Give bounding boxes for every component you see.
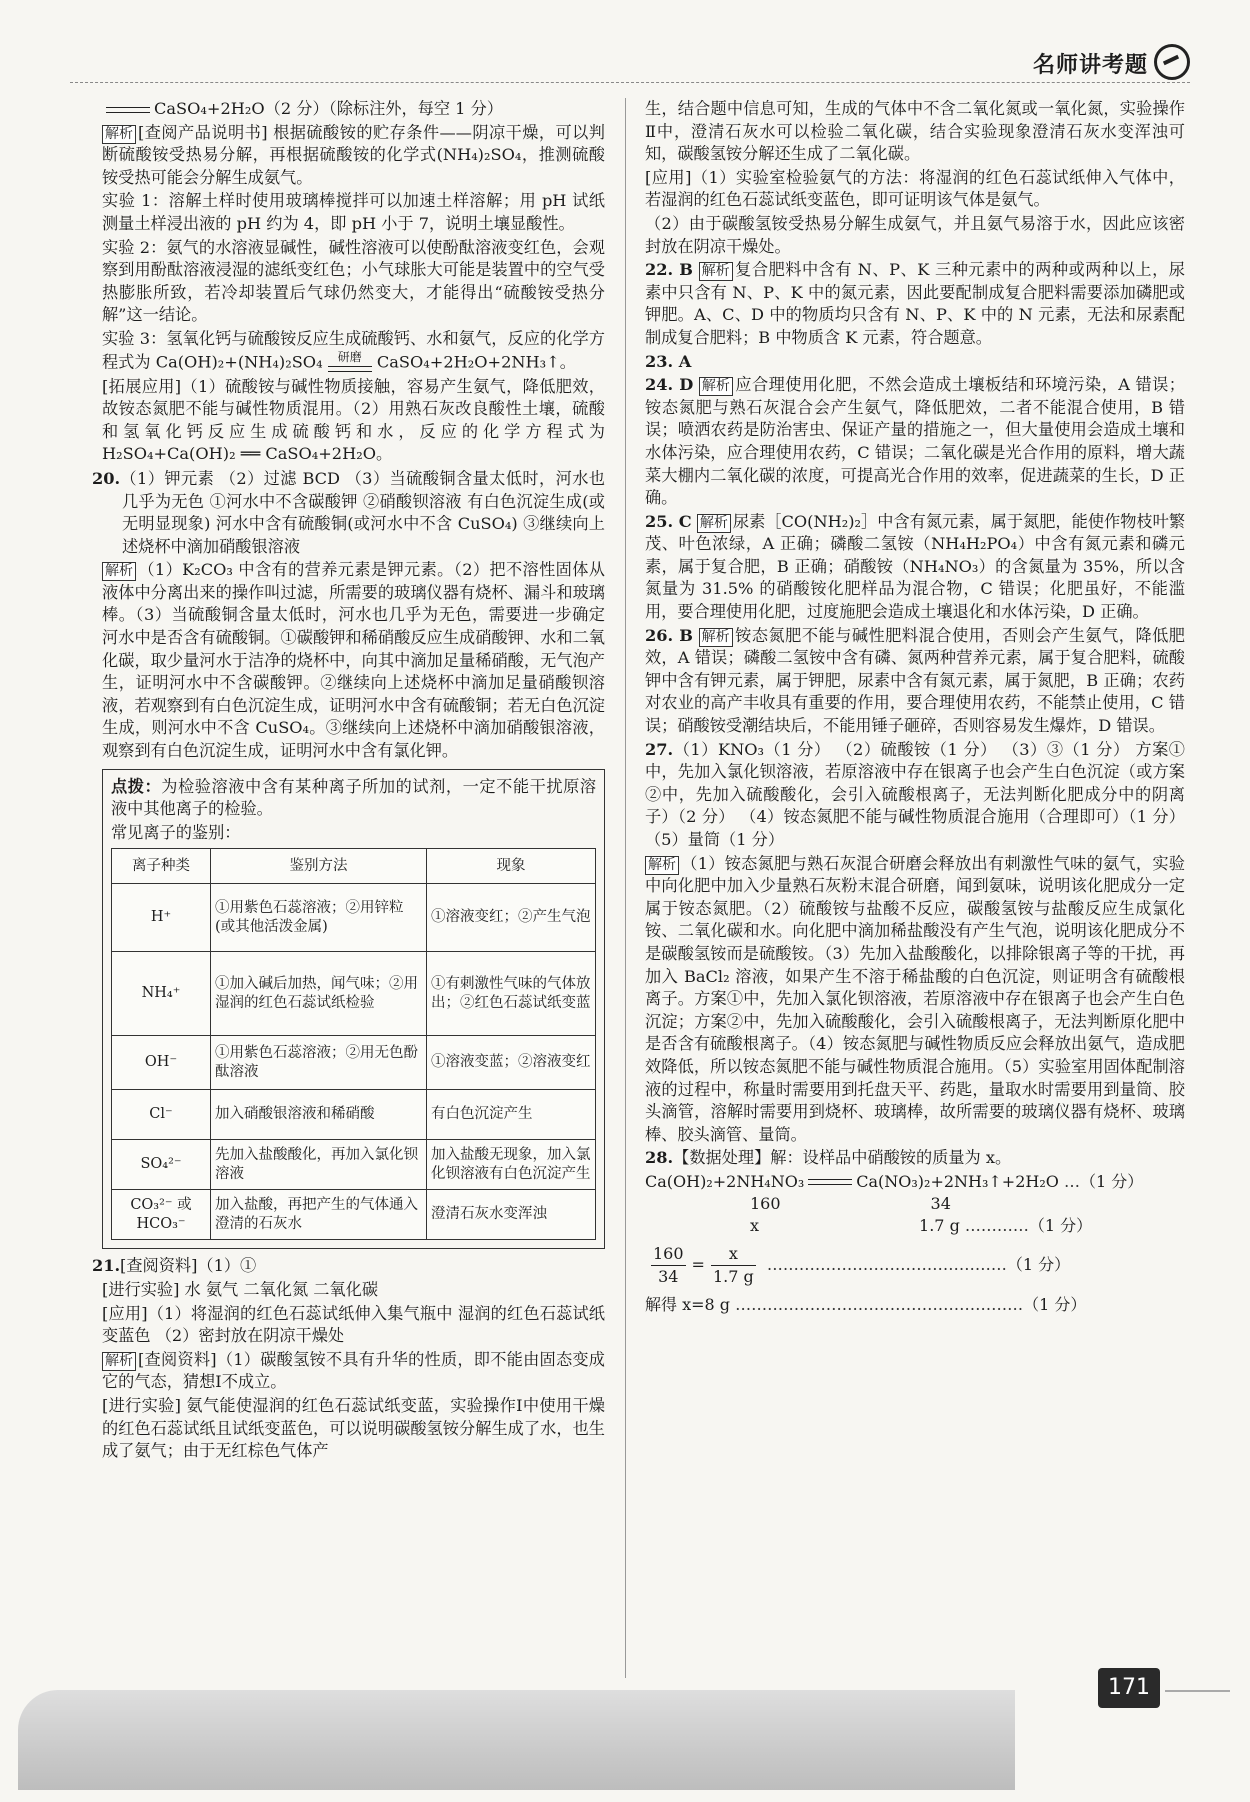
analysis-tag: 解析 [699, 262, 733, 281]
table-header: 现象 [427, 849, 596, 884]
analysis-tag: 解析 [102, 125, 136, 144]
footer-rule [1165, 1690, 1230, 1692]
method-cell: ①用紫色石蕊溶液；②用锌粒(或其他活泼金属) [211, 884, 427, 952]
q22-number: 22. B [645, 260, 693, 280]
q26: 26. B 解析 铵态氮肥不能与碱性肥料混合使用，否则会产生氨气，降低肥效，A 错误；磷酸二氢铵中含有磷、氮两种营养元素，属于复合肥料，硫酸钾中含有钾元素，属于钾肥，尿素中含有氮元素，属于氮肥，B 正确；农药对农业的高产丰收具有重要的作用，要合理使用农药，不能禁止使用，C 错误；硝酸铵受潮结块后，不能用锤子砸碎，否则容易发生爆炸，D 错误。 [645, 625, 1185, 736]
left-column [92, 98, 605, 1464]
q28-molar-mass-row: 160 34 [750, 1193, 951, 1213]
explain-exp3: 实验 3：氢氧化钙与硫酸铵反应生成硫酸钙、水和氨气，反应的化学方程式为 Ca(OH)₂+(NH₄)₂SO₄ 研磨 CaSO₄+2H₂O+2NH₃↑。 [102, 328, 605, 375]
equal-sign [808, 1179, 852, 1185]
q21-apply-2: （2）由于碳酸氢铵受热易分解生成氨气，并且氨气易溶于水，因此应该密封放在阴凉干燥处。 [645, 213, 1185, 256]
table-row [112, 1140, 596, 1190]
page-header [70, 38, 1190, 83]
column-divider [625, 98, 626, 1678]
q28-calculation [645, 1171, 1185, 1316]
q28-head: 28.【数据处理】解：设样品中硝酸铵的质量为 x。 [645, 1148, 1012, 1168]
tip-text: 点拨：为检验溶液中含有某种离子所加的试剂，一定不能干扰原溶液中其他离子的检验。 [111, 776, 597, 819]
explain-storage: 解析 [查阅产品说明书] 根据硫酸铵的贮存条件——阴凉干燥，可以判断硫酸铵受热易分解，再根据硫酸铵的化学式(NH₄)₂SO₄，推测硫酸铵受热可能会分解生成氨气。 [102, 122, 605, 187]
table-header-row [112, 849, 596, 884]
q28-number: 28. [645, 1148, 674, 1168]
q28-equation: Ca(OH)₂+2NH₄NO₃ Ca(NO₃)₂+2NH₃↑+2H₂O …（1 分） [645, 1171, 1144, 1191]
ion-cell: Cl⁻ [112, 1090, 211, 1140]
q21-explain-1: 解析 [查阅资料]（1）碳酸氢铵不具有升华的性质，即不能由固态变成它的气态，猜想Ⅰ不成立。 [102, 1349, 605, 1392]
q20-answer: 20.（1）钾元素 （2）过滤 BCD （3）当硫酸铜含量太低时，河水也几乎为无色 ①河水中不含碳酸钾 ②硝酸钡溶液 有白色沉淀生成(或无明显现象) 河水中含有硫酸铜(或河水中不含 CuSO₄) ③继续向上述烧杯中滴加硝酸银溶液 [92, 468, 605, 556]
table-header: 鉴别方法 [211, 849, 427, 884]
q26-number: 26. B [645, 625, 693, 645]
table-row [112, 1090, 596, 1140]
eq-continuation: CaSO₄+2H₂O（2 分）（除标注外，每空 1 分） [102, 98, 605, 121]
q27-answer: 27.（1）KNO₃（1 分） （2）硫酸铵（1 分） （3）③（1 分） 方案①中，先加入氯化钡溶液，若原溶液中存在银离子也会产生白色沉淀（或方案②中，先加入硫酸酸化，会引入硫酸根离子，无法判断化肥成分中的阴离子）（2 分） （4）铵态氮肥不能与碱性物质混合施用（合理即可）（1 分） （5）量筒（1 分） [645, 739, 1185, 849]
observation-cell: 加入盐酸无现象，加入氯化钡溶液有白色沉淀产生 [427, 1140, 596, 1190]
q21-explain-2: [进行实验] 氨气能使湿润的红色石蕊试纸变蓝，实验操作Ⅰ中使用干燥的红色石蕊试纸且试纸变蓝色，可以说明碳酸氢铵分解生成了水，也生成了氨气；由于无红棕色气体产 [102, 1395, 605, 1461]
q21-number: 21. [92, 1256, 121, 1276]
method-cell: 先加入盐酸酸化，再加入氯化钡溶液 [211, 1140, 427, 1190]
footer-decoration [18, 1690, 1015, 1790]
table-row [112, 884, 596, 952]
tip-subtitle: 常见离子的鉴别： [111, 822, 241, 842]
analysis-tag: 解析 [699, 377, 733, 396]
ion-table [111, 848, 596, 1240]
q22: 22. B 解析 复合肥料中含有 N、P、K 三种元素中的两种或两种以上，尿素中只含有 N、P、K 中的氮元素，因此要配制成复合肥料需要添加磷肥或钾肥。A、C、D 中的物质均只含有 N、P、K 中的 N 元素，无法和尿素配制成复合肥料；B 中物质含 K 元素，符合题意。 [645, 260, 1185, 347]
observation-cell: ①溶液变红；②产生气泡 [427, 884, 596, 952]
fraction-left: $\frac{160}{34}$ [653, 1243, 684, 1286]
q21-answer-1: 21.[查阅资料]（1）① [102, 1255, 605, 1278]
brand-title [1033, 44, 1190, 80]
brand-text: 名师讲考题 [1032, 53, 1148, 78]
analysis-tag: 解析 [102, 562, 136, 581]
method-cell: ①用紫色石蕊溶液；②用无色酚酞溶液 [211, 1036, 427, 1090]
observation-cell: ①溶液变蓝；②溶液变红 [427, 1036, 596, 1090]
q28-result: 解得 x=8 g ………………………………………………（1 分） [645, 1294, 1087, 1314]
q25: 25. C 解析 尿素［CO(NH₂)₂］中含有氮元素，属于氮肥，能使作物枝叶繁茂、叶色浓绿，A 正确；磷酸二氢铵（NH₄H₂PO₄）中含有氮元素和磷元素，属于复合肥，B 正确；硝酸铵（NH₄NO₃）的含氮量为 35%，所以含氮量为 31.5% 的硝酸铵化肥样品为混合物，C 错误；化肥虽好，不能滥用，要合理使用化肥，过度施肥会造成土壤退化和水体污染，D 正确。 [645, 511, 1186, 622]
page-number: 171 [1098, 1668, 1160, 1708]
explain-exp2: 实验 2：氨气的水溶液显碱性，碱性溶液可以使酚酞溶液变红色，会观察到用酚酞溶液浸湿的滤纸变红色；小气球胀大可能是装置中的空气受热膨胀所致，若冷却装置后气球仍然变大，才能得出“硫酸铵受热分解”这一结论。 [102, 237, 605, 325]
reaction-condition: 研磨 [328, 351, 372, 375]
q28-mass-row: x 1.7 g …………（1 分） [750, 1215, 1093, 1235]
analysis-tag: 解析 [697, 514, 731, 533]
brand-logo-icon [1154, 44, 1190, 80]
right-column [645, 98, 1185, 1316]
table-row [112, 952, 596, 1036]
q20-number: 20. [92, 468, 121, 488]
q24-number: 24. D [645, 375, 694, 395]
analysis-tag: 解析 [699, 628, 733, 647]
explain-exp1: 实验 1：溶解土样时使用玻璃棒搅拌可以加速土样溶解；用 pH 试纸测量土样浸出液的 pH 约为 4，即 pH 小于 7，说明土壤显酸性。 [102, 191, 605, 233]
q21-apply-1: [应用]（1）实验室检验氨气的方法：将湿润的红色石蕊试纸伸入气体中，若湿润的红色石蕊试纸变蓝色，即可证明该气体是氨气。 [645, 167, 1185, 210]
equal-sign [106, 107, 150, 113]
method-cell: 加入硝酸银溶液和稀硝酸 [211, 1090, 427, 1140]
ion-cell: NH₄⁺ [112, 952, 211, 1036]
q27-explain: 解析 （1）铵态氮肥与熟石灰混合研磨会释放出有刺激性气味的氨气，实验中向化肥中加入少量熟石灰粉末混合研磨，闻到氨味，说明该化肥成分一定属于铵态氮肥。（2）硫酸铵与盐酸不反应，碳酸氢铵与盐酸反应生成氯化铵、二氧化碳和水。向化肥中滴加稀盐酸没有产生气泡，说明该化肥成分不是碳酸氢铵而是硫酸铵。（3）先加入盐酸酸化，以排除银离子等的干扰，再加入 BaCl₂ 溶液，如果产生不溶于稀盐酸的白色沉淀，则证明含有硫酸根离子。方案①中，先加入氯化钡溶液，若原溶液中存在银离子也会产生白色沉淀；方案②中，先加入硫酸酸化，会引入硫酸根离子，无法判断原化肥中是否含有硫酸根离子。（4）铵态氮肥与碱性物质反应会释放出氨气，造成肥效降低，所以铵态氮肥不能与碱性物质混合施用。（5）实验室用固体配制溶液的过程中，称量时需要用到托盘天平、药匙，量取水时需要用到量筒、胶头滴管，溶解时需要用到烧杯、玻璃棒，故所需要的玻璃仪器有烧杯、玻璃棒、胶头滴管、量筒。 [645, 853, 1185, 1144]
q28-proportion: $\frac{160}{34}$ = $\frac{x}{1.7 g}$ ………………………………………（1 分） [653, 1243, 1071, 1286]
q21-explain-3: 生，结合题中信息可知，生成的气体中不含二氧化氮或一氧化氮，实验操作Ⅱ中，澄清石灰水可以检验二氧化碳，结合实验现象澄清石灰水变浑浊可知，碳酸氢铵分解还生成了二氧化碳。 [645, 99, 1185, 164]
explain-extend: [拓展应用]（1）硫酸铵与碱性物质接触，容易产生氨气，降低肥效，故铵态氮肥不能与碱性物质混用。（2）用熟石灰改良酸性土壤，硫酸和氢氧化钙反应生成硫酸钙和水，反应的化学方程式为 H₂SO₄+Ca(OH)₂ ══ CaSO₄+2H₂O。 [102, 376, 605, 464]
analysis-tag: 解析 [102, 1352, 136, 1371]
analysis-tag: 解析 [645, 856, 679, 875]
fraction-right: $\frac{x}{1.7 g}$ [712, 1243, 754, 1286]
q23 [645, 351, 1185, 374]
method-cell: 加入盐酸，再把产生的气体通入澄清的石灰水 [211, 1190, 427, 1240]
ion-cell: CO₃²⁻ 或 HCO₃⁻ [112, 1190, 211, 1240]
table-row [112, 1036, 596, 1090]
ion-cell: H⁺ [112, 884, 211, 952]
q25-number: 25. C [645, 511, 692, 531]
observation-cell: 澄清石灰水变浑浊 [427, 1190, 596, 1240]
q24: 24. D 解析 应合理使用化肥，不然会造成土壤板结和环境污染，A 错误；铵态氮肥与熟石灰混合会产生氨气，降低肥效，二者不能混合使用，B 错误；喷洒农药是防治害虫、保证产量的措施之一，但大量使用会造成土壤和水体污染，应合理使用农药，C 错误；二氧化碳是光合作用的原料，增大蔬菜大棚内二氧化碳的浓度，可提高光合作用的效率，促进蔬菜的生长，D 正确。 [645, 375, 1185, 508]
q27-number: 27. [645, 739, 674, 759]
ion-cell: SO₄²⁻ [112, 1140, 211, 1190]
table-row [112, 1190, 596, 1240]
q21-answer-2: [进行实验] 水 氨气 二氧化氮 二氧化碳 [102, 1280, 379, 1299]
q23-number: 23. A [645, 351, 692, 371]
q20-explain: 解析 （1）K₂CO₃ 中含有的营养元素是钾元素。（2）把不溶性固体从液体中分离出来的操作叫过滤，所需要的玻璃仪器有烧杯、漏斗和玻璃棒。（3）当硫酸铜含量太低时，河水也几乎为无色，需要进一步确定河水中是否含有硫酸铜。①碳酸钾和稀硝酸反应生成硝酸钾、水和二氧化碳，取少量河水于洁净的烧杯中，向其中滴加足量稀硝酸，无气泡产生，证明河水中不含碳酸钾。②继续向上述烧杯中滴加足量硝酸钡溶液，若观察到有白色沉淀生成，证明河水中含有硫酸铜；若无白色沉淀生成，则河水中不含 CuSO₄。③继续向上述烧杯中滴加硝酸银溶液，观察到有白色沉淀生成，证明河水中含有氯化钾。 [102, 560, 605, 761]
observation-cell: 有白色沉淀产生 [427, 1090, 596, 1140]
tip-box [102, 769, 605, 1250]
method-cell: ①加入碱后加热，闻气味；②用湿润的红色石蕊试纸检验 [211, 952, 427, 1036]
observation-cell: ①有刺激性气味的气体放出；②红色石蕊试纸变蓝 [427, 952, 596, 1036]
table-header: 离子种类 [112, 849, 211, 884]
ion-cell: OH⁻ [112, 1036, 211, 1090]
q21-answer-3: [应用]（1）将湿润的红色石蕊试纸伸入集气瓶中 湿润的红色石蕊试纸变蓝色 （2）密封放在阴凉干燥处 [102, 1303, 605, 1346]
